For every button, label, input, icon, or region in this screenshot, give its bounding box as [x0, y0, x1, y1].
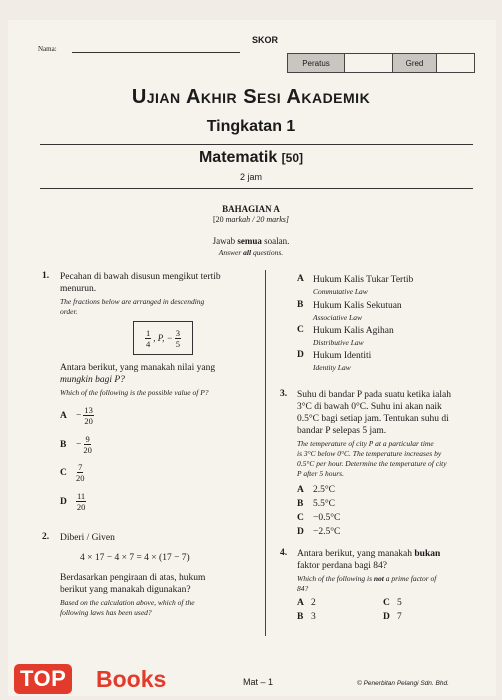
q2-option-d-label: D	[297, 350, 304, 360]
score-box	[287, 53, 475, 73]
q1-option-b-value	[76, 434, 92, 455]
instruction	[0, 236, 502, 246]
q4-option-c-label: C	[383, 598, 390, 608]
q4-text-1a: Antara berikut, yang manakah	[297, 549, 415, 559]
q2-en-2: following laws has been used?	[60, 608, 152, 617]
q1-option-c-value	[76, 462, 85, 483]
q2-equation: 4 × 17 − 4 × 7 = 4 × (17 − 7)	[80, 553, 190, 563]
instr-a: Jawab	[212, 236, 238, 246]
q1-option-fraction	[83, 405, 94, 426]
instr-b: semua	[237, 236, 262, 246]
section-marks	[0, 215, 502, 224]
q4-en-1b: not	[373, 574, 384, 583]
topbooks-logo	[14, 664, 192, 696]
q4-option-a-label: A	[297, 598, 304, 608]
page-number: Mat – 1	[243, 677, 274, 687]
q4-en-1	[297, 574, 436, 584]
q1-option-d-label: D	[60, 497, 67, 507]
q1-text-1: Pecahan di bawah disusun mengikut tertib	[60, 272, 221, 282]
q1-option-num: 9	[85, 434, 90, 444]
q1-option-num: 11	[77, 491, 86, 501]
subject-marks: [50]	[281, 151, 304, 165]
q1-seq-den-1: 4	[146, 338, 151, 349]
q1-option-fraction	[83, 434, 92, 455]
q2-text-1: Berdasarkan pengiraan di atas, hukum	[60, 573, 206, 583]
q3-text-1: Suhu di bandar P pada suatu ketika ialah	[297, 390, 451, 400]
q2-en-1: Based on the calculation above, which of the	[60, 598, 195, 607]
q4-en-2: 84?	[297, 584, 309, 593]
score-cell-gred-label: Gred	[393, 54, 437, 72]
q2-option-c-text: Hukum Kalis Agihan	[313, 326, 394, 336]
q3-option-b-label: B	[297, 499, 304, 509]
q2-option-d-text: Hukum Identiti	[313, 351, 372, 361]
instr-en-a: Answer	[218, 248, 244, 257]
q4-en-1a: Which of the following is	[297, 574, 374, 583]
instr-en-c: questions.	[251, 248, 284, 257]
q1-en-2: order.	[60, 307, 78, 316]
q1-option-den: 20	[76, 502, 86, 512]
q4-text-2: faktor perdana bagi 84?	[297, 561, 387, 571]
q3-option-c-label: C	[297, 513, 304, 523]
instr-en-b: all	[243, 248, 252, 257]
q4-option-d-value: 7	[397, 612, 402, 622]
logo-books: Books	[96, 666, 167, 692]
q2-text-2: berikut yang manakah digunakan?	[60, 585, 191, 595]
q4-option-b-value: 3	[311, 612, 316, 622]
subject-line	[0, 149, 502, 167]
q3-option-d-label: D	[297, 527, 304, 537]
logo-top: TOP	[14, 664, 72, 694]
q2-given: Diberi / Given	[60, 533, 115, 543]
q2-option-b-label: B	[297, 300, 304, 310]
marks-part-a: [20	[212, 215, 226, 224]
q3-option-a-label: A	[297, 485, 304, 495]
name-line	[72, 52, 240, 53]
q2-option-d-en: Identity Law	[313, 363, 351, 372]
q1-option-a-value	[76, 405, 94, 426]
q1-seq-num-2: 3	[175, 327, 180, 338]
exam-form: Tingkatan 1	[206, 118, 296, 135]
q1-fraction-sequence	[133, 321, 193, 355]
q3-option-a-value: 2.5°C	[313, 485, 336, 495]
q1-number: 1.	[42, 271, 50, 281]
marks-part-c: / 20 marks]	[250, 215, 289, 224]
q3-option-d-value: −2.5°C	[313, 527, 341, 537]
q1-ask-en: Which of the following is the possible value of P?	[60, 388, 209, 397]
q1-option-den: 20	[84, 416, 93, 426]
q2-option-a-label: A	[297, 274, 304, 284]
instr-c: soalan.	[261, 236, 290, 246]
divider-bottom	[40, 188, 473, 189]
duration: 2 jam	[239, 172, 262, 182]
q1-option-b-label: B	[60, 440, 67, 450]
q4-number: 4.	[280, 548, 288, 558]
exam-title: Ujian Akhir Sesi Akademik	[131, 86, 371, 108]
q3-option-b-value: 5.5°C	[313, 499, 336, 509]
q3-text-4: bandar P selepas 5 jam.	[297, 426, 387, 436]
q3-en-3: 0.5°C per hour. Determine the temperature of city	[297, 459, 447, 468]
q1-ask-2: mungkin bagi P?	[60, 375, 125, 385]
q1-ask-1: Antara berikut, yang manakah nilai yang	[60, 363, 216, 373]
column-divider	[265, 270, 266, 636]
q2-option-a-text: Hukum Kalis Tukar Tertib	[313, 275, 414, 285]
divider-top	[40, 144, 473, 145]
section-title: BAHAGIAN A	[222, 204, 280, 214]
q1-seq-num-1: 1	[146, 327, 151, 338]
q4-text-1	[297, 548, 440, 560]
name-label: Nama:	[38, 45, 57, 53]
score-cell-gred-value	[437, 54, 474, 72]
subject-title: Matematik	[198, 149, 278, 166]
q3-en-2: is 3°C below 0°C. The temperature increases by	[297, 449, 442, 458]
q2-number: 2.	[42, 532, 50, 542]
q1-option-d-value	[76, 491, 86, 512]
q1-option-a-label: A	[60, 411, 67, 421]
q4-option-d-label: D	[383, 612, 390, 622]
q1-en-1: The fractions below are arranged in descending	[60, 297, 205, 306]
marks-part-b: markah	[225, 215, 251, 224]
q1-seq-fraction-2	[175, 328, 181, 349]
score-cell-peratus-label: Peratus	[288, 54, 345, 72]
q1-seq-mid: , P, −	[153, 333, 173, 343]
q1-option-den: 20	[83, 445, 92, 455]
q2-option-b-text: Hukum Kalis Sekutuan	[313, 301, 402, 311]
q3-en-4: P after 5 hours.	[297, 469, 344, 478]
q1-option-sign: −	[76, 410, 82, 421]
q1-option-c-label: C	[60, 468, 67, 478]
q4-en-1c: a prime factor of	[383, 574, 437, 583]
q4-option-a-value: 2	[311, 598, 316, 608]
q3-number: 3.	[280, 389, 288, 399]
q3-text-2: 3°C di bawah 0°C. Suhu ini akan naik	[297, 402, 442, 412]
q1-option-sign: −	[76, 439, 82, 450]
q2-option-c-en: Distributive Law	[313, 338, 364, 347]
q1-option-fraction	[76, 462, 85, 483]
q1-option-num: 13	[84, 405, 93, 415]
q3-en-1: The temperature of city P at a particular time	[297, 439, 434, 448]
q3-text-3: 0.5°C bagi setiap jam. Tentukan suhu di	[297, 414, 449, 424]
q2-option-b-en: Associative Law	[313, 313, 362, 322]
q1-text-2: menurun.	[60, 284, 97, 294]
publisher: © Penerbitan Pelangi Sdn. Bhd.	[357, 680, 449, 687]
q1-seq-den-2: 5	[175, 338, 180, 349]
q1-option-num: 7	[78, 462, 83, 472]
q3-option-c-value: −0.5°C	[313, 513, 341, 523]
q1-seq-fraction-1	[145, 328, 151, 349]
q4-option-c-value: 5	[397, 598, 402, 608]
q4-text-1b: bukan	[414, 549, 441, 559]
q1-option-fraction	[76, 491, 86, 512]
q2-option-c-label: C	[297, 325, 304, 335]
q2-option-a-en: Commutative Law	[313, 287, 368, 296]
instruction-en	[0, 248, 502, 257]
q1-option-den: 20	[76, 473, 85, 483]
skor-label: SKOR	[252, 35, 279, 45]
score-cell-peratus-value	[345, 54, 393, 72]
q4-option-b-label: B	[297, 612, 304, 622]
